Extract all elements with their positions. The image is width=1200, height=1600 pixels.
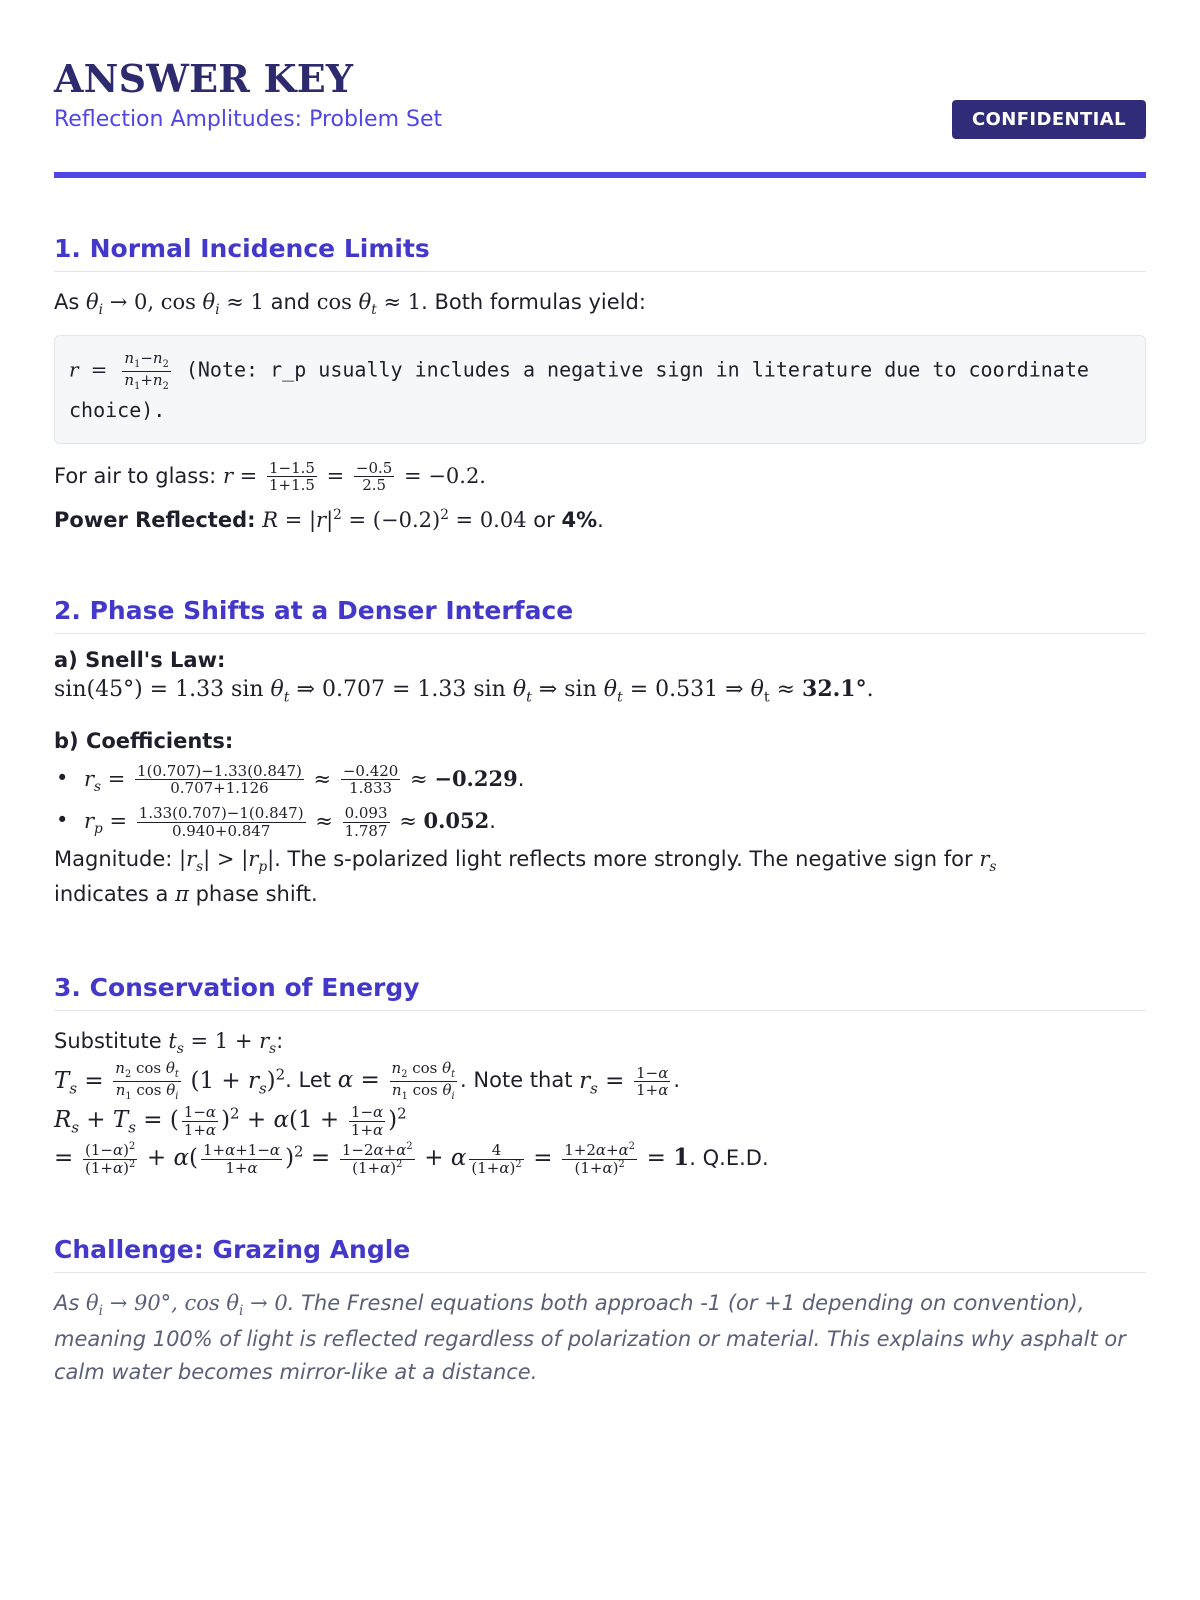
section-challenge xyxy=(54,1235,1146,1390)
section-title: 1. Normal Incidence Limits xyxy=(54,234,1146,272)
snell-label: a) Snell's Law: xyxy=(54,648,226,673)
formula-note: (Note: r_p usually includes a negative sign in literature due to coordinate choice). xyxy=(69,358,1089,422)
formula-box: r = $\frac{n_1-n_2}{n_1+n_2}$ (Note: r_p usually includes a negative sign in literature due to coordinate choice). xyxy=(54,335,1146,443)
coefficient-list xyxy=(54,759,1146,843)
substitute-line: Substitute $t_s = 1 + r_s$: xyxy=(54,1029,284,1058)
section-normal-incidence xyxy=(54,234,1146,536)
air-glass-line: For air to glass: r = $\frac{1-1.5}{1+1.5}$ = $\frac{-0.5}{2.5}$ = −0.2. xyxy=(54,458,486,495)
page-title: ANSWER KEY xyxy=(54,56,354,101)
section-title: Challenge: Grazing Angle xyxy=(54,1235,1146,1273)
challenge-text: As $\theta_i \to 90^\circ$, $\cos \theta_i \to 0$. The Fresnel equations both approach -1 (or +1 depending on convention), meaning 100% of light is reflected regardless of polarization or material. This explains why asphalt or calm water becomes mirror-like at a distance. xyxy=(54,1290,1126,1385)
sum-line: $R_s + T_s$ = ( $\frac{1-\alpha}{1+\alpha}$ )$^2$ + α(1 + $\frac{1-\alpha}{1+\alpha}$ )$^2$ xyxy=(54,1103,407,1139)
section-title: 2. Phase Shifts at a Denser Interface xyxy=(54,596,1146,634)
section-title: 3. Conservation of Energy xyxy=(54,973,1146,1011)
result-line: = $\frac{(1-\alpha)^2}{(1+\alpha)^2}$ + α( $\frac{1+\alpha+1-\alpha}{1+\alpha}$ )$^2$ = $\frac{1-2\alpha+\alpha^2}{(1+\alpha)^2}$ + α $\frac{4}{(1+\alpha)^2}$ = $\frac{1+2\alpha+\alpha^2}{(1+\alpha)^2}$ = 1. Q.E.D. xyxy=(54,1141,769,1177)
confidential-badge: CONFIDENTIAL xyxy=(952,100,1146,139)
page-subtitle: Reflection Amplitudes: Problem Set xyxy=(54,107,443,132)
snell-line: sin(45°) = 1.33 $\sin \theta_t$ ⇒ 0.707 = 1.33 $\sin \theta_t$ ⇒ $\sin \theta_t = 0.531$ ⇒ $\theta_t \approx 32.1^\circ$. xyxy=(54,676,874,706)
header xyxy=(54,56,1146,148)
magnitude-line: Magnitude: $|r_s| > |r_p|$. The s-polarized light reflects more strongly. The negative sign for $r_s$ indicates a π phase shift. xyxy=(54,847,997,907)
coef-label: b) Coefficients: xyxy=(54,728,234,753)
list-item: • $r_s$ = $\frac{1(0.707)-1.33(0.847)}{0.707+1.126}$ ≈ $\frac{-0.420}{1.833}$ ≈ −0.229. xyxy=(54,759,1146,801)
power-line: Power Reflected: $R = |r|^2 = (-0.2)^2 = 0.04$ or 4%. xyxy=(54,506,604,532)
header-rule xyxy=(54,172,1146,178)
transmission-line: $T_s$ = $\frac{n_2 \cos \theta_t}{n_1 \cos \theta_i}$ $(1 + r_s)^2$. Let α = $\frac{n_2 \cos \theta_t}{n_1 \cos \theta_i}$ . Note that $r_s$ = $\frac{1-\alpha}{1+\alpha}$ . xyxy=(54,1059,681,1103)
list-item: • $r_p$ = $\frac{1.33(0.707)-1(0.847)}{0.940+0.847}$ ≈ $\frac{0.093}{1.787}$ ≈ 0.052. xyxy=(54,801,1146,843)
section-conservation xyxy=(54,973,1146,1177)
intro-line: As $\theta_i \to 0$, $\cos \theta_i \approx 1$ and $\cos \theta_t \approx 1$. Both formulas yield: xyxy=(54,290,646,319)
section-phase-shifts xyxy=(54,596,1146,911)
